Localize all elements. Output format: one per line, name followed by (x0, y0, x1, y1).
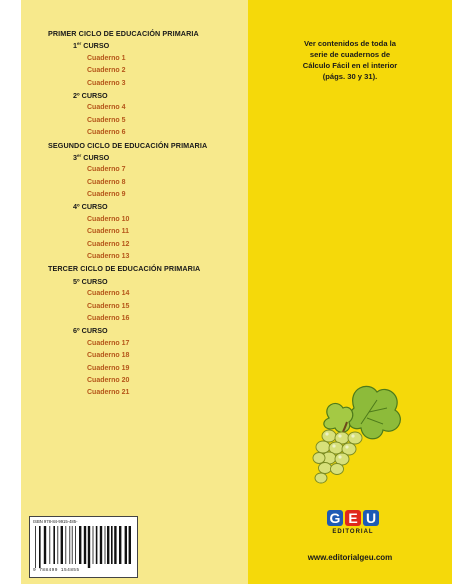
barcode-bar (57, 526, 58, 564)
cross-ref-line: Cálculo Fácil en el interior (302, 61, 398, 70)
course-number: 5 (73, 276, 77, 286)
course-label: º CURSO (77, 202, 108, 212)
barcode-bar (72, 526, 73, 564)
cycle-heading: TERCER CICLO DE EDUCACIÓN PRIMARIA (48, 264, 201, 274)
course-heading (48, 276, 248, 288)
notebook-list-item: Cuaderno 13 (87, 253, 130, 261)
barcode-bar (65, 526, 66, 564)
notebook-list-item: Cuaderno 18 (87, 352, 130, 360)
barcode-bar (96, 526, 98, 564)
notebook-list-item: Cuaderno 11 (87, 228, 130, 236)
cross-ref-line: Ver contenidos de toda la (304, 39, 396, 48)
barcode-bar (49, 526, 50, 564)
course-heading (48, 40, 248, 52)
course-heading (48, 201, 248, 213)
barcode-bar (53, 526, 55, 564)
notebook-list-item: Cuaderno 8 (87, 178, 126, 186)
logo-letter: E (345, 510, 361, 526)
barcode (29, 516, 138, 578)
notebook-list-item: Cuaderno 6 (87, 129, 126, 137)
notebook-list-item: Cuaderno 17 (87, 339, 130, 347)
logo-letter: G (327, 510, 343, 526)
barcode-bar (88, 526, 90, 568)
right-panel (248, 0, 452, 584)
course-heading (48, 152, 248, 164)
barcode-bar (39, 526, 41, 568)
course-label: º CURSO (77, 276, 108, 286)
notebook-list-item: Cuaderno 5 (87, 116, 126, 124)
course-label: º CURSO (77, 90, 108, 100)
barcode-bar (107, 526, 109, 564)
course-heading (48, 90, 248, 102)
cross-ref-line: serie de cuadernos de (309, 50, 391, 59)
notebook-list-item: Cuaderno 14 (87, 290, 130, 298)
barcode-bar (69, 526, 70, 564)
course-number: 3 (73, 152, 77, 162)
cycle-heading: PRIMER CICLO DE EDUCACIÓN PRIMARIA (48, 29, 199, 38)
course-ordinal-suffix: er (77, 41, 82, 47)
notebook-list-item: Cuaderno 4 (87, 104, 126, 112)
course-number: 6 (73, 326, 77, 336)
course-label: CURSO (81, 152, 110, 162)
editorial-geu-logo (323, 510, 383, 544)
notebook-list-item: Cuaderno 21 (87, 389, 130, 397)
course-label: CURSO (81, 41, 110, 51)
barcode-bar (114, 526, 116, 564)
logo-letter: U (363, 510, 379, 526)
notebook-list-item: Cuaderno 16 (87, 314, 130, 322)
isbn-text: ISBN 978-84-9915-485- (33, 519, 78, 524)
website-url[interactable]: www.editorialgeu.com (307, 553, 393, 562)
course-number: 4 (73, 202, 77, 212)
course-number: 1 (73, 41, 77, 51)
notebook-list-item: Cuaderno 1 (87, 54, 126, 62)
barcode-bar (100, 526, 102, 564)
barcode-bar (84, 526, 86, 564)
barcode-bar (35, 526, 36, 568)
barcode-bar (79, 526, 81, 564)
series-contents-list (48, 28, 248, 400)
barcode-bar (75, 526, 76, 564)
barcode-bar (61, 526, 63, 564)
notebook-list-item: Cuaderno 20 (87, 376, 130, 384)
logo-subtitle: EDITORIAL (332, 529, 374, 535)
barcode-digits: 9 788499 154855 (33, 568, 80, 573)
left-panel (21, 0, 248, 584)
barcode-bar (93, 526, 94, 564)
notebook-list-item: Cuaderno 3 (87, 79, 126, 87)
barcode-bars (33, 526, 134, 568)
barcode-bar (129, 526, 131, 564)
cycle-heading: SEGUNDO CICLO DE EDUCACIÓN PRIMARIA (48, 140, 208, 150)
notebook-list-item: Cuaderno 10 (87, 215, 130, 223)
notebook-list-item: Cuaderno 19 (87, 364, 130, 372)
course-number: 2 (73, 90, 77, 100)
barcode-bar (111, 526, 113, 564)
cross-reference-note (256, 38, 444, 82)
course-heading (48, 325, 248, 337)
course-ordinal-suffix: er (77, 152, 82, 158)
barcode-bar (44, 526, 46, 564)
barcode-bar (119, 526, 121, 564)
notebook-list-item: Cuaderno 2 (87, 67, 126, 75)
notebook-list-item: Cuaderno 15 (87, 302, 130, 310)
back-cover (21, 0, 452, 584)
barcode-bar (125, 526, 127, 564)
notebook-list-item: Cuaderno 7 (87, 166, 126, 174)
notebook-list-item: Cuaderno 12 (87, 240, 130, 248)
barcode-bar (105, 526, 106, 564)
grapes-with-leaves-icon (299, 378, 409, 488)
course-label: º CURSO (77, 326, 108, 336)
cross-ref-line: (págs. 30 y 31). (322, 72, 378, 81)
notebook-list-item: Cuaderno 9 (87, 191, 126, 199)
